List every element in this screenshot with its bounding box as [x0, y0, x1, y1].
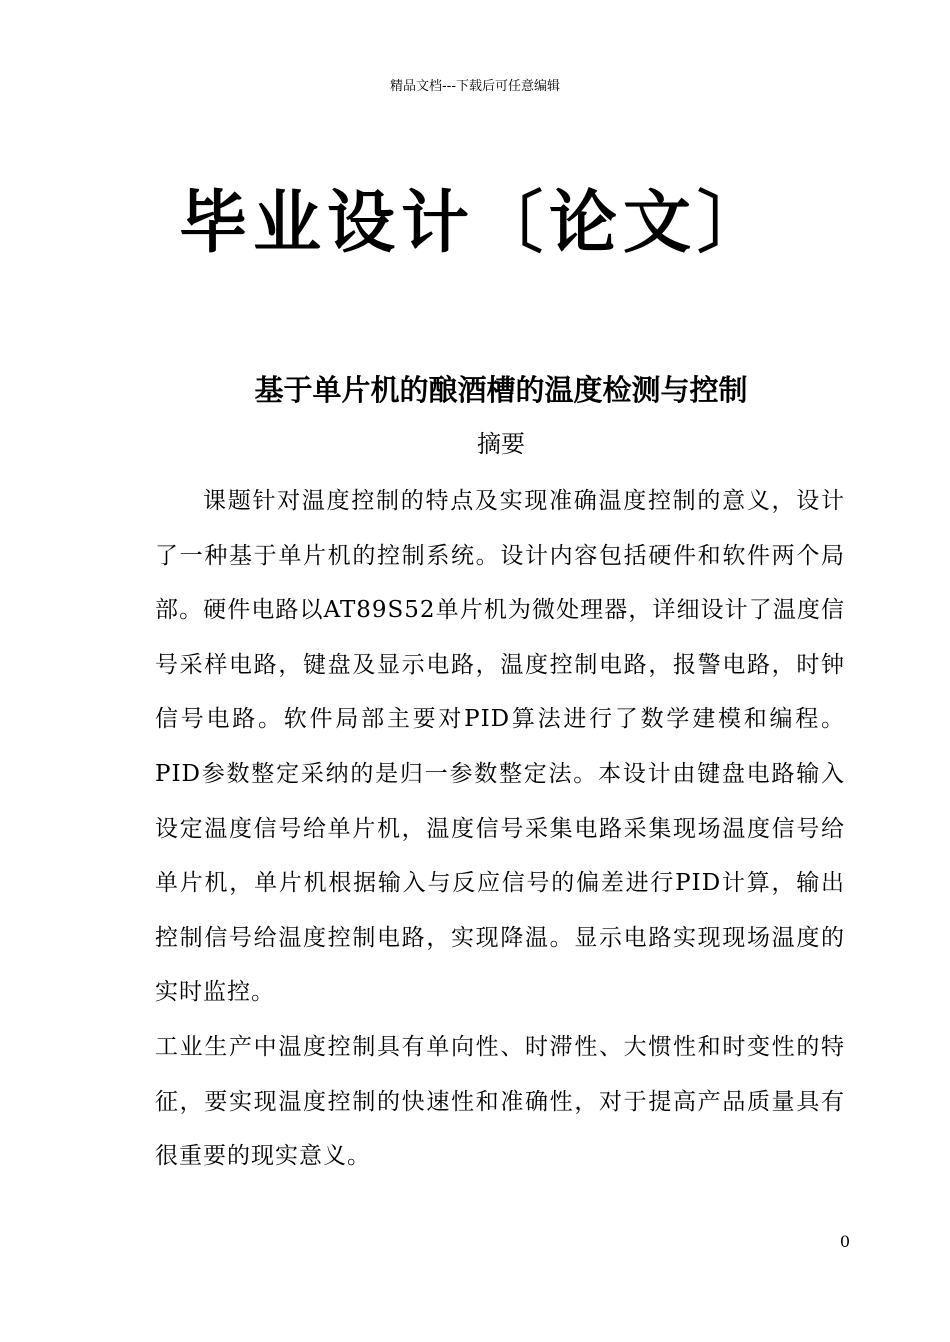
page-number: 0 [839, 1232, 850, 1251]
cover-main-title: 毕业设计〔论文〕 [178, 184, 771, 263]
abstract-heading: 摘要 [477, 430, 525, 458]
abstract-paragraph-2: 工业生产中温度控制具有单向性、时滞性、大惯性和时变性的特征，要实现温度控制的快速性和准确性，对于提高产品质量具有很重要的现实意义。 [155, 1034, 845, 1170]
header-note: 精品文档---下载后可任意编辑 [389, 79, 561, 94]
thesis-title: 基于单片机的酿酒槽的温度检测与控制 [254, 373, 748, 407]
abstract-paragraph-1: 课题针对温度控制的特点及实现准确温度控制的意义，设计了一种基于单片机的控制系统。设计内容包括硬件和软件两个局部。硬件电路以AT89S52单片机为微处理器，详细设计了温度信号采样电路，键盘及显示电路，温度控制电路，报警电路，时钟信号电路。软件局部主要对PID算法进行了数学建模和编程。PID参数整定采纳的是归一参数整定法。本设计由键盘电路输入设定温度信号给单片机，温度信号采集电路采集现场温度信号给单片机，单片机根据输入与反应信号的偏差进行PID计算，输出控制信号给温度控制电路，实现降温。显示电路实现现场温度的实时监控。 [155, 488, 845, 1006]
